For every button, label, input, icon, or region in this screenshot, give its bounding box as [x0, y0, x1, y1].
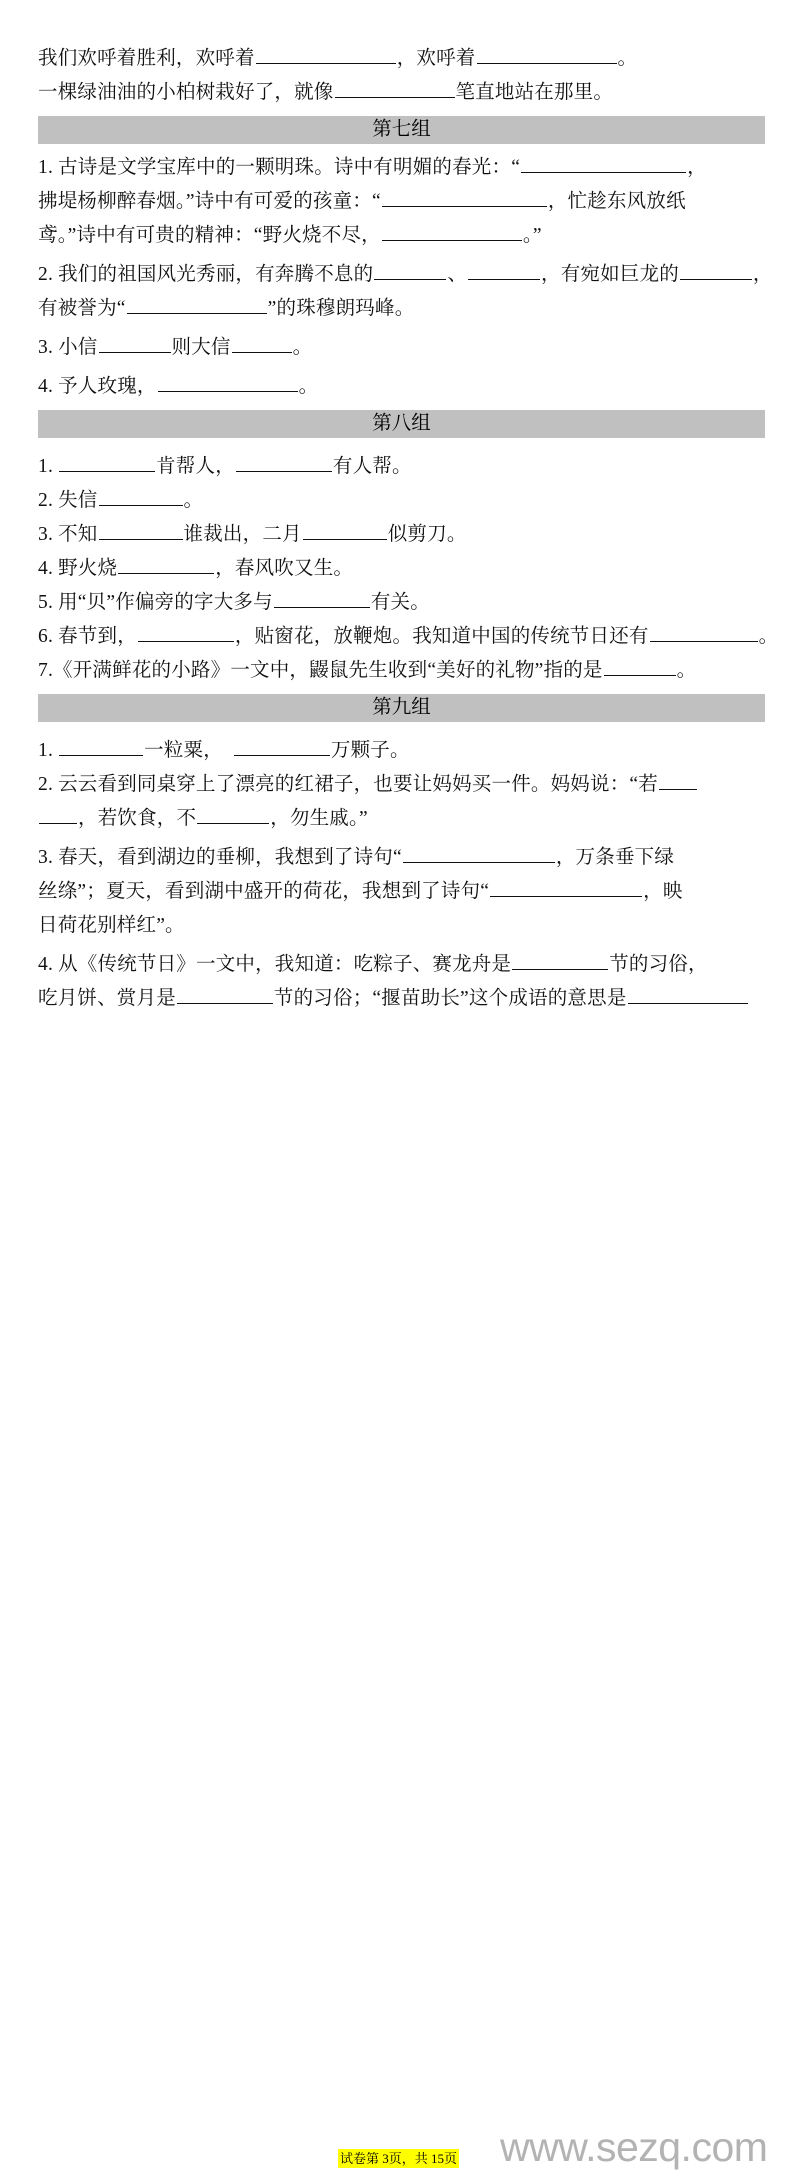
fill-in-blank[interactable] [490, 879, 642, 897]
question-line [38, 370, 765, 404]
question-text: 4. 从《传统节日》一文中，我知道：吃粽子、赛龙舟是 [38, 954, 512, 975]
question-text: 谁裁出，二月 [183, 524, 302, 545]
question-text: 节的习俗， [609, 954, 708, 975]
question-text: 丝绦”；夏天，看到湖中盛开的荷花，我想到了诗句“ [38, 881, 490, 902]
question-text: 日荷花别样红”。 [38, 915, 185, 936]
question-text: 、 [447, 264, 468, 285]
question-text: 有人帮。 [332, 456, 412, 477]
question-text: ，勿生戚。” [270, 808, 368, 829]
fill-in-blank[interactable] [659, 772, 697, 790]
question-line [38, 258, 773, 292]
fill-in-blank[interactable] [468, 262, 540, 280]
question-line [38, 620, 779, 654]
question-text: 。 [183, 490, 204, 511]
question-text: 。 [298, 376, 319, 397]
question-text: 6. 春节到， [38, 626, 137, 647]
fill-in-blank[interactable] [197, 806, 269, 824]
question-text: ”的珠穆朗玛峰。 [267, 298, 415, 319]
question-text: ， [687, 157, 707, 178]
question-text: 4. 野火烧 [38, 558, 118, 579]
fill-in-blank[interactable] [382, 189, 547, 207]
question-line [38, 76, 765, 110]
question-line [38, 841, 765, 875]
question-text: ，忙趁东风放纸 [547, 191, 686, 212]
question-text: ，映 [643, 881, 683, 902]
fill-in-blank[interactable] [234, 738, 330, 756]
fill-in-blank[interactable] [382, 223, 522, 241]
fill-in-blank[interactable] [628, 986, 748, 1004]
fill-in-blank[interactable] [59, 454, 155, 472]
fill-in-blank[interactable] [127, 296, 267, 314]
group-header-7: 第七组 [38, 116, 765, 144]
question-text: 7.《开满鲜花的小路》一文中，鼹鼠先生收到“美好的礼物”指的是 [38, 660, 603, 681]
group-header-8: 第八组 [38, 410, 765, 438]
question-text: ，欢呼着 [396, 48, 476, 69]
fill-in-blank[interactable] [374, 262, 446, 280]
question-line [38, 484, 765, 518]
fill-in-blank[interactable] [477, 46, 617, 64]
group-header-9: 第九组 [38, 694, 765, 722]
question-text: 万颗子。 [330, 740, 410, 761]
page-footer [0, 1061, 800, 2170]
watermark: www.sezq.com [500, 2124, 768, 2170]
question-text: 有关。 [370, 592, 430, 613]
question-line [38, 654, 765, 688]
question-text: 拂堤杨柳醉春烟。”诗中有可爱的孩童：“ [38, 191, 381, 212]
question-text: 。 [292, 337, 313, 358]
question-text: 则大信 [171, 337, 231, 358]
fill-in-blank[interactable] [303, 522, 387, 540]
question-line [38, 450, 765, 484]
question-line [38, 518, 765, 552]
question-line [38, 219, 765, 253]
question-line [38, 982, 765, 1016]
question-text: ，贴窗花，放鞭炮。我知道中国的传统节日还有 [234, 626, 649, 647]
question-line [38, 734, 765, 768]
fill-in-blank[interactable] [680, 262, 752, 280]
question-line [38, 768, 765, 802]
question-line [38, 586, 765, 620]
question-line [38, 552, 765, 586]
fill-in-blank[interactable] [158, 374, 298, 392]
question-line [38, 802, 765, 836]
question-text: 5. 用“贝”作偏旁的字大多与 [38, 592, 273, 613]
question-line [38, 331, 765, 365]
question-text: 3. 不知 [38, 524, 98, 545]
page-number: 试卷第 3页，共 15页 [340, 2151, 458, 2166]
question-text: 鸢。”诗中有可贵的精神：“野火烧不尽， [38, 225, 381, 246]
fill-in-blank[interactable] [403, 845, 555, 863]
question-text: 1. 古诗是文学宝库中的一颗明珠。诗中有明媚的春光：“ [38, 157, 521, 178]
question-line [38, 875, 765, 909]
question-text: 4. 予人玫瑰， [38, 376, 157, 397]
fill-in-blank[interactable] [39, 806, 77, 824]
question-line [38, 185, 765, 219]
question-text: 肯帮人， [156, 456, 235, 477]
fill-in-blank[interactable] [604, 658, 676, 676]
fill-in-blank[interactable] [99, 335, 171, 353]
question-line [38, 948, 765, 982]
question-text: ，万条垂下绿 [555, 847, 675, 868]
fill-in-blank[interactable] [232, 335, 292, 353]
question-text: 1. [38, 740, 59, 761]
question-text: 3. 小信 [38, 337, 98, 358]
question-text: 2. 云云看到同桌穿上了漂亮的红裙子，也要让妈妈买一件。妈妈说：“若 [38, 774, 658, 795]
fill-in-blank[interactable] [99, 488, 183, 506]
fill-in-blank[interactable] [274, 590, 370, 608]
question-text: ， [752, 264, 773, 285]
question-text: 笔直地站在那里。 [455, 82, 614, 103]
fill-in-blank[interactable] [236, 454, 332, 472]
question-text: 节的习俗；“揠苗助长”这个成语的意思是 [273, 988, 627, 1009]
question-text: 2. 失信 [38, 490, 98, 511]
question-text: ，有宛如巨龙的 [541, 264, 679, 285]
fill-in-blank[interactable] [59, 738, 143, 756]
question-text: 。” [522, 225, 542, 246]
fill-in-blank[interactable] [512, 952, 608, 970]
question-number: 我们欢呼着胜利，欢呼着 [38, 48, 255, 69]
question-text: 。 [676, 660, 697, 681]
question-text: 2. 我们的祖国风光秀丽，有奔腾不息的 [38, 264, 374, 285]
question-text: 有被誉为“ [38, 298, 126, 319]
question-text: ，春风吹又生。 [215, 558, 354, 579]
fill-in-blank[interactable] [650, 624, 758, 642]
question-line [38, 909, 765, 943]
fill-in-blank[interactable] [99, 522, 183, 540]
fill-in-blank[interactable] [177, 986, 273, 1004]
question-text: 吃月饼、赏月是 [38, 988, 176, 1009]
question-text: ，若饮食，不 [78, 808, 197, 829]
fill-in-blank[interactable] [335, 80, 455, 98]
fill-in-blank[interactable] [138, 624, 234, 642]
question-text: 1. [38, 456, 59, 477]
question-line [38, 292, 765, 326]
question-text: 。 [758, 626, 779, 647]
question-text: 。 [617, 48, 638, 69]
question-line [38, 151, 765, 185]
fill-in-blank[interactable] [521, 155, 686, 173]
question-text: 一粒粟， [144, 740, 233, 761]
fill-in-blank[interactable] [118, 556, 214, 574]
question-text: 似剪刀。 [387, 524, 467, 545]
question-line [38, 42, 765, 76]
question-text: 一棵绿油油的小柏树栽好了，就像 [38, 82, 334, 103]
fill-in-blank[interactable] [256, 46, 396, 64]
question-text: 3. 春天，看到湖边的垂柳，我想到了诗句“ [38, 847, 402, 868]
